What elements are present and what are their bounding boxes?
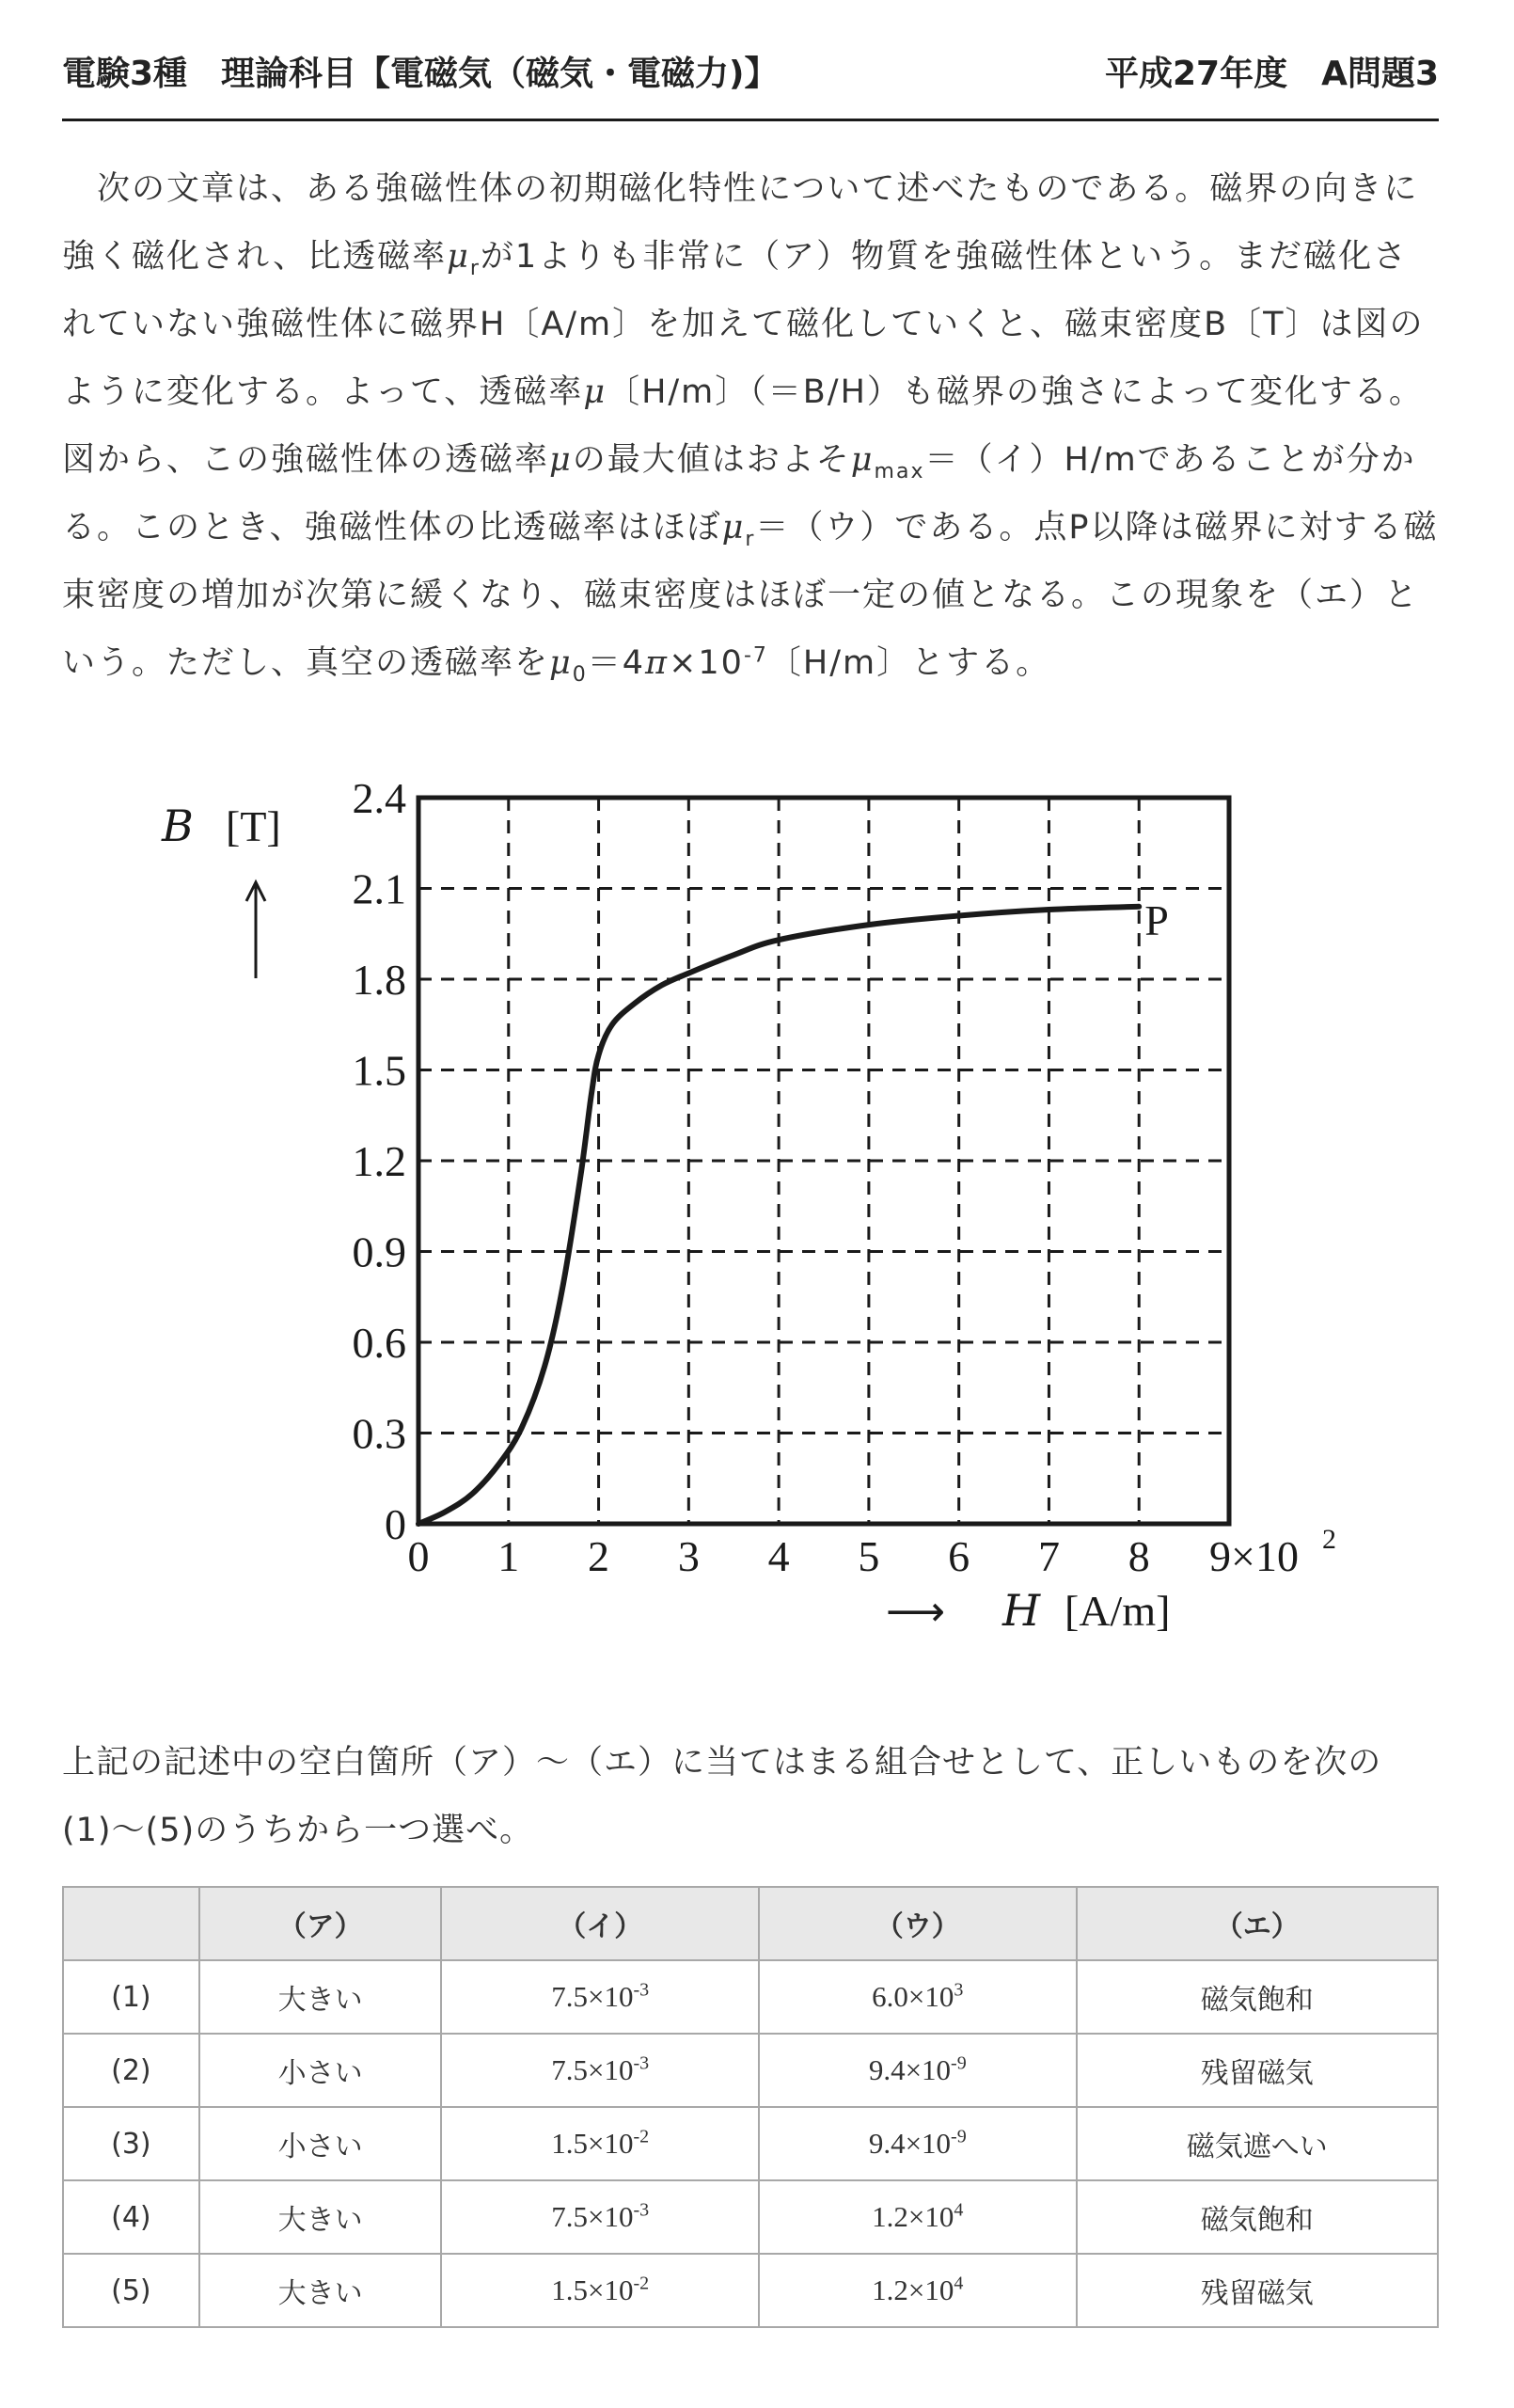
choice-i: $7.5\times 10^{-3}$ <box>441 1960 759 2034</box>
choice-a: 小さい <box>199 2034 442 2107</box>
problem-id: 平成27年度 A問題3 <box>1104 55 1439 93</box>
choice-e: 残留磁気 <box>1077 2034 1438 2107</box>
header-cell-blank <box>63 1887 199 1960</box>
problem-text: 次の文章は、ある強磁性体の初期磁化特性について述べたものである。磁界の向きに強く磁化され、比透磁率$\mu_r$が1よりも非常に（ア）物質を強磁性体という。まだ磁化されていない強磁性体に磁界H〔A/m〕を加えて磁化していくと、磁束密度B〔T〕は図のように変化する。よって、透磁率μ〔H/m〕（＝B/H）も磁界の強さによって変化する。図から、この強磁性体の透磁率μの最大値はおよそ$\mu_{max}=$（イ）H/mであることが分かる。このとき、強磁性体の比透磁率はほぼ$\mu_r=$（ウ）である。点P以降は磁界に対する磁束密度の増加が次第に緩くなり、磁束密度はほぼ一定の値となる。この現象を（エ）という。ただし、真空の透磁率を$\mu_0=4\pi\times 10^{-7}$〔H/m〕とする。 <box>62 170 1439 687</box>
x-multiplier-exponent: 2 <box>1322 1524 1336 1555</box>
x-tick-labels <box>408 1532 1150 1580</box>
choice-u: $9.4\times 10^{-9}$ <box>759 2034 1077 2107</box>
choice-e: 磁気遮へい <box>1077 2107 1438 2180</box>
header-cell-i: （イ） <box>441 1887 759 1960</box>
choice-u: $1.2\times 10^4$ <box>759 2180 1077 2254</box>
x-tick-label: 2 <box>588 1532 610 1580</box>
choice-row[interactable] <box>63 2254 1438 2327</box>
x-axis-arrow: ⟶ <box>886 1588 946 1636</box>
header-cell-a: （ア） <box>199 1887 442 1960</box>
point-p-label: P <box>1144 895 1169 944</box>
y-tick-label: 1.2 <box>352 1137 406 1185</box>
x-tick-label: 3 <box>677 1532 700 1580</box>
choice-i: $1.5\times 10^{-2}$ <box>441 2254 759 2327</box>
choice-row[interactable] <box>63 1960 1438 2034</box>
x-tick-label: 1 <box>497 1532 520 1580</box>
choice-e: 磁気飽和 <box>1077 2180 1438 2254</box>
y-tick-label: 0.6 <box>352 1319 406 1367</box>
y-tick-labels <box>353 774 407 1548</box>
choice-number: (2) <box>63 2034 199 2107</box>
x-tick-label: 0 <box>407 1532 430 1580</box>
answer-choices-table <box>62 1886 1439 2328</box>
y-tick-label: 0.3 <box>352 1409 406 1458</box>
x-tick-label: 6 <box>948 1532 970 1580</box>
table-header-row <box>63 1887 1438 1960</box>
choice-i: $1.5\times 10^{-2}$ <box>441 2107 759 2180</box>
choice-a: 大きい <box>199 2254 442 2327</box>
page-header <box>62 38 1439 121</box>
x-tick-label: 5 <box>858 1532 880 1580</box>
x-tick-label: 4 <box>767 1532 790 1580</box>
x-axis-variable: H <box>1002 1585 1041 1636</box>
choice-a: 小さい <box>199 2107 442 2180</box>
y-axis-arrow <box>246 882 265 978</box>
choice-a: 大きい <box>199 1960 442 2034</box>
question-line-1: 上記の記述中の空白箇所（ア）～（エ）に当てはまる組合せとして、正しいものを次の <box>62 1744 1382 1782</box>
question-text <box>62 1729 1439 1864</box>
curve-layer <box>418 896 1169 1524</box>
choice-number: (5) <box>63 2254 199 2327</box>
choice-i: $7.5\times 10^{-3}$ <box>441 2034 759 2107</box>
x-axis-unit: [A/m] <box>1065 1587 1171 1635</box>
choice-u: $6.0\times 10^3$ <box>759 1960 1077 2034</box>
page-title: 電験3種 理論科目【電磁気（磁気・電磁力)】 <box>62 55 779 93</box>
y-tick-label: 0 <box>385 1500 406 1548</box>
y-tick-label: 2.4 <box>352 774 406 822</box>
x-tick-label: 8 <box>1128 1532 1150 1580</box>
x-multiplier-label: 9×10 <box>1209 1532 1299 1580</box>
y-tick-label: 1.8 <box>352 956 406 1004</box>
bh-curve-chart <box>0 734 1514 1656</box>
choice-number: (3) <box>63 2107 199 2180</box>
header-cell-e: （エ） <box>1077 1887 1438 1960</box>
question-line-2: (1)～(5)のうちから一つ選べ。 <box>62 1812 534 1849</box>
y-tick-label: 2.1 <box>352 864 406 913</box>
header-cell-u: （ウ） <box>759 1887 1077 1960</box>
y-tick-label: 0.9 <box>352 1228 406 1276</box>
choice-number: (4) <box>63 2180 199 2254</box>
y-axis-variable: B <box>162 800 194 851</box>
choice-e: 磁気飽和 <box>1077 1960 1438 2034</box>
x-tick-label: 7 <box>1037 1532 1060 1580</box>
choice-e: 残留磁気 <box>1077 2254 1438 2327</box>
y-tick-label: 1.5 <box>352 1046 406 1095</box>
choice-u: $1.2\times 10^4$ <box>759 2254 1077 2327</box>
choice-number: (1) <box>63 1960 199 2034</box>
problem-statement <box>62 155 1439 697</box>
y-axis-unit: [T] <box>226 802 281 850</box>
choice-row[interactable] <box>63 2180 1438 2254</box>
choice-row[interactable] <box>63 2034 1438 2107</box>
choice-i: $7.5\times 10^{-3}$ <box>441 2180 759 2254</box>
choice-u: $9.4\times 10^{-9}$ <box>759 2107 1077 2180</box>
choice-a: 大きい <box>199 2180 442 2254</box>
choice-row[interactable] <box>63 2107 1438 2180</box>
